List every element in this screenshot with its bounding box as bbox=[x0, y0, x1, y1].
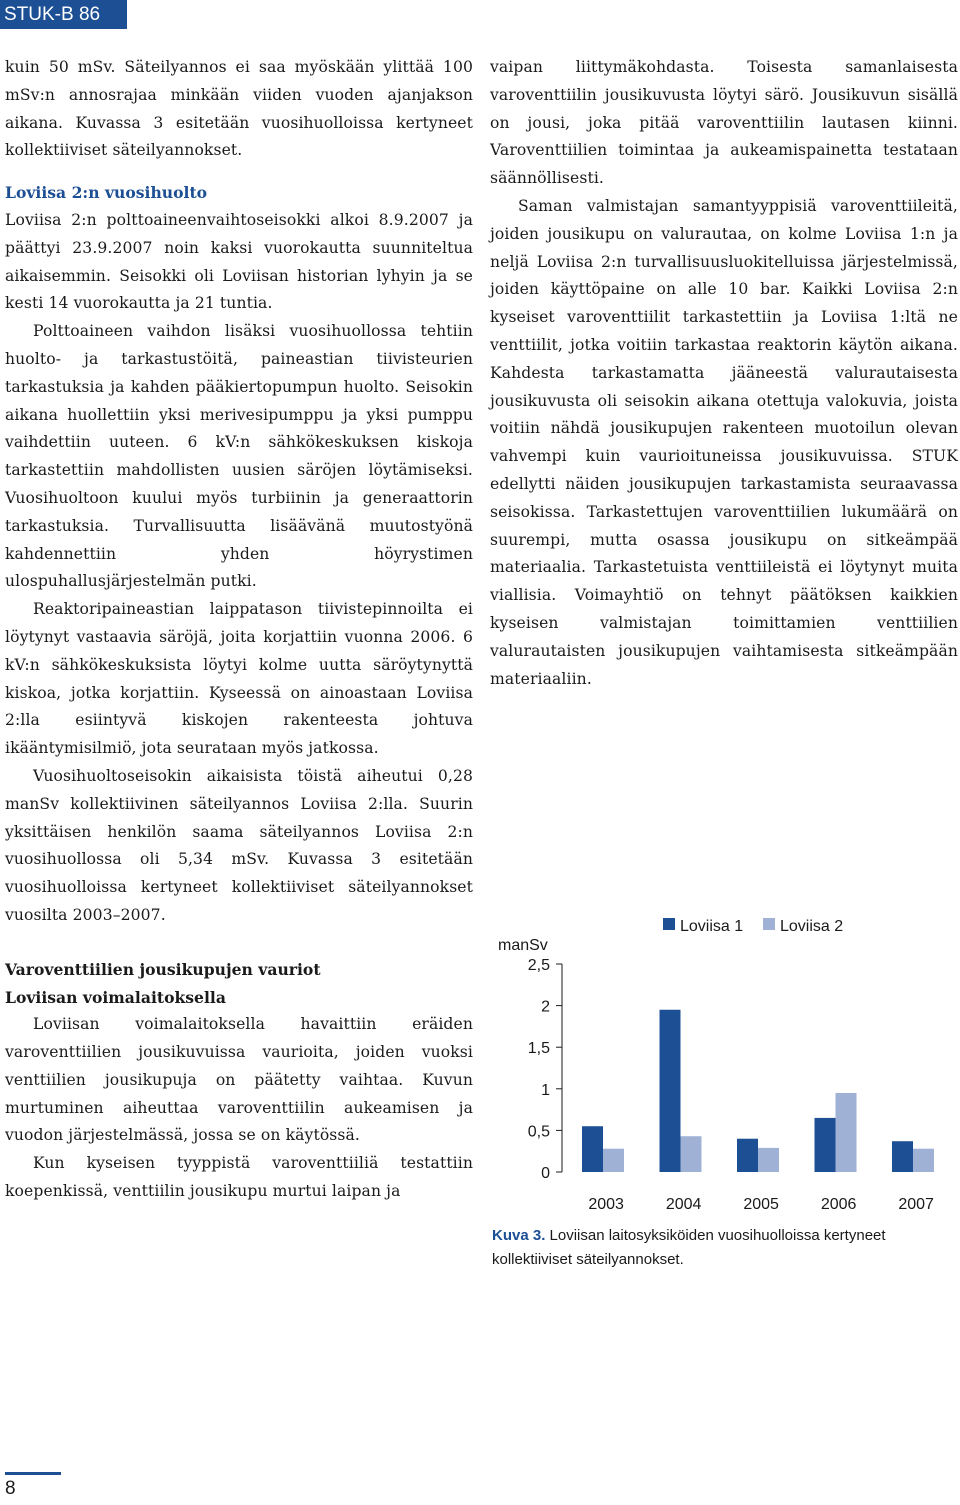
paragraph: Loviisan voimalaitoksella havaittiin eräiden varoventtiilien jousikuvuissa vaurioita, joiden vuoksi venttiilien jousikupuja on päätetty vaihtaa. Kuvun murtuminen aiheuttaa varoventtiilin aukeamisen ja vuodon järjestelmässä, jossa se on käytössä. bbox=[5, 1015, 473, 1145]
paragraph: vaipan liittymäkohdasta. Toisesta samanlaisesta varoventtiilin jousikuvusta löytyi särö. Jousikuvun sisällä on jousi, joka pitää varoventtiilin lautasen kiinni. Varoventtiilien toimintaa ja aukeamispainetta testataan säännöllisesti. bbox=[490, 58, 958, 188]
page-number: 8 bbox=[5, 1478, 16, 1499]
legend-swatch bbox=[663, 918, 675, 930]
section-heading: Loviisan voimalaitoksella bbox=[5, 987, 226, 1007]
bar-loviisa-1 bbox=[892, 1141, 913, 1172]
paragraph: Kun kyseisen tyyppistä varoventtiiliä testattiin koepenkissä, venttiilin jousikupu murtui laipan ja bbox=[5, 1154, 473, 1201]
left-column bbox=[5, 54, 473, 1206]
publication-label: STUK-B 86 bbox=[0, 0, 127, 29]
paragraph: Loviisa 2:n polttoaineenvaihtoseisokki alkoi 8.9.2007 ja päättyi 23.9.2007 noin kaksi vuorokautta suunniteltua aikaisemmin. Seisokki oli Loviisan historian lyhyin ja se kesti 14 vuorokautta ja 21 tuntia. bbox=[5, 210, 473, 313]
chart-canvas bbox=[490, 905, 958, 1275]
right-column bbox=[490, 54, 958, 693]
paragraph: Reaktoripaineastian laippatason tiivistepinnoilta ei löytynyt vastaavia säröjä, joita korjattiin vuonna 2006. 6 kV:n sähkökeskuksista löytyi kolme uutta säröytynyttä kiskoa, jotka korjattiin. Kyseessä on ainoastaan Loviisa 2:lla esiintyvä kiskojen rakenteesta johtuva ikääntymisilmiö, jota seurataan myös jatkossa. bbox=[5, 600, 473, 758]
bar-loviisa-2 bbox=[836, 1093, 857, 1172]
legend-label: Loviisa 1 bbox=[680, 918, 744, 935]
bar-loviisa-2 bbox=[913, 1149, 934, 1172]
x-tick-label: 2006 bbox=[820, 1196, 857, 1213]
bar-loviisa-1 bbox=[815, 1118, 836, 1172]
caption-label: Kuva 3. bbox=[492, 1227, 546, 1244]
bar-loviisa-2 bbox=[603, 1149, 624, 1172]
legend-swatch bbox=[763, 918, 775, 930]
figure-caption bbox=[492, 1224, 952, 1272]
y-tick-label: 1 bbox=[541, 1081, 550, 1099]
section-heading: Varoventtiilien jousikupujen vauriot bbox=[5, 959, 321, 979]
caption-text: Loviisan laitosyksiköiden vuosihuolloissa kertyneet kollektiiviset säteilyannokset. bbox=[492, 1227, 886, 1268]
paragraph: kuin 50 mSv. Säteilyannos ei saa myöskään ylittää 100 mSv:n annosrajaa minkään viiden vuoden ajanjakson aikana. Kuvassa 3 esitetään vuosihuolloissa kertyneet kollektiiviset säteilyannokset. bbox=[5, 58, 473, 160]
bar-loviisa-1 bbox=[737, 1139, 758, 1172]
bar-chart bbox=[490, 905, 958, 1275]
section-heading: Loviisa 2:n vuosihuolto bbox=[5, 183, 208, 203]
bar-loviisa-1 bbox=[660, 1010, 681, 1172]
y-tick-label: 2 bbox=[541, 998, 550, 1016]
y-tick-label: 1,5 bbox=[527, 1040, 550, 1058]
legend-label: Loviisa 2 bbox=[780, 918, 844, 935]
bar-loviisa-2 bbox=[681, 1136, 702, 1172]
y-tick-label: 2,5 bbox=[527, 957, 550, 974]
paragraph: Polttoaineen vaihdon lisäksi vuosihuollossa tehtiin huolto- ja tarkastustöitä, paineastian tiivisteurien tarkastuksia ja kahden pääkiertopumpun huolto. Seisokin aikana huollettiin yksi merivesipumppu ja yksi pumppu vaihdettiin uuteen. 6 kV:n sähkökeskuksen kiskoja tarkastettiin mahdollisten uusien säröjen löytämiseksi. Vuosihuoltoon kuului myös turbiinin ja generaattorin tarkastuksia. Turvallisuutta lisäävänä muutostyönä kahdennettiin yhden höyrystimen ulospuhallusjärjestelmän putki. bbox=[5, 322, 473, 591]
x-tick-label: 2003 bbox=[588, 1196, 624, 1213]
footer-rule bbox=[5, 1472, 61, 1475]
bar-loviisa-2 bbox=[758, 1148, 779, 1172]
bar-loviisa-1 bbox=[582, 1126, 603, 1172]
x-tick-label: 2004 bbox=[665, 1196, 702, 1213]
y-tick-label: 0,5 bbox=[527, 1123, 550, 1141]
y-axis-label: manSv bbox=[498, 937, 548, 954]
paragraph: Saman valmistajan samantyyppisiä varoventtiileitä, joiden jousikupu on valurautaa, on kolme Loviisa 1:n ja neljä Loviisa 2:n turvallisuusluokitelluissa järjestelmissä, joiden käyttöpaine on alle 10 bar. Kaikki Loviisa 2:n kyseiset varoventtiilit tarkastettiin ja Loviisa 1:ltä ne venttiilit, jotka voitiin tarkastaa reaktorin käytön aikana. Kahdesta tarkastamatta jääneestä valurautaisesta jousikuvusta oli seisokin aikana otettuja valokuvia, joista voitiin nähdä jousikupujen rakenteen muotoilun olevan vahvempi kuin vaurioituneissa jousikuvuissa. STUK edellytti näiden jousikupujen tarkastamista seuraavassa seisokissa. Tarkastettujen varoventtiilien lukumäärä on suurempi, mutta osassa jousikupu on sitkeämpää materiaalia. Tarkastetuista venttiileistä ei löytynyt muita viallisia. Voimayhtiö on tehnyt päätöksen kaikkien kyseisen valmistajan toimittamien venttiilien valurautaisten jousikupujen vaihtamisesta sitkeämpään materiaaliin. bbox=[490, 196, 958, 688]
x-tick-label: 2007 bbox=[898, 1196, 934, 1213]
y-tick-label: 0 bbox=[541, 1165, 550, 1182]
paragraph: Vuosihuoltoseisokin aikaisista töistä aiheutui 0,28 manSv kollektiivinen säteilyannos Loviisa 2:lla. Suurin yksittäisen henkilön saama säteilyannos Loviisa 2:n vuosihuollossa oli 5,34 mSv. Kuvassa 3 esitetään vuosihuolloissa kertyneet kollektiiviset säteilyannokset vuosilta 2003–2007. bbox=[5, 766, 473, 924]
x-tick-label: 2005 bbox=[743, 1196, 779, 1213]
